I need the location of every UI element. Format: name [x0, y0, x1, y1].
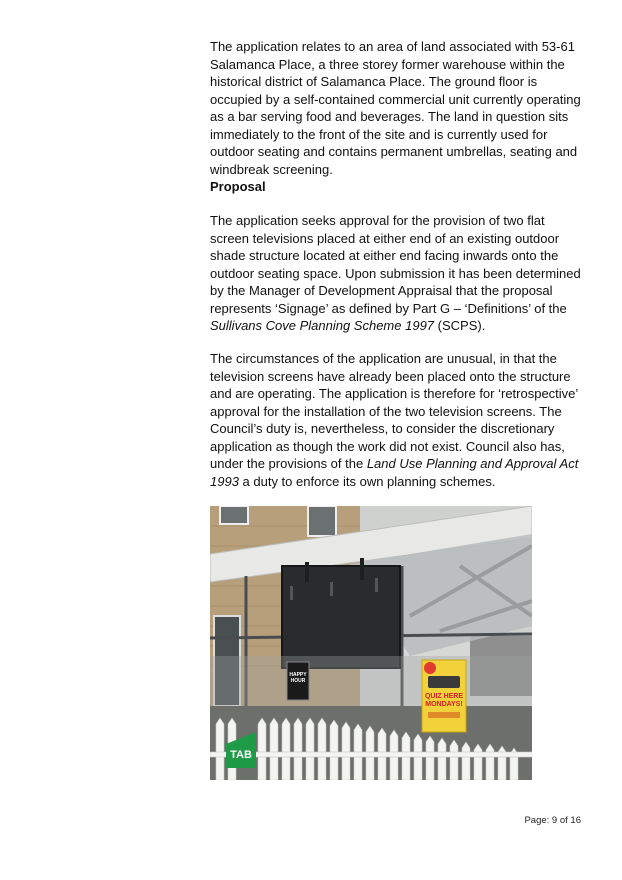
paragraph-circumstances-end: a duty to enforce its own planning schemes. [238, 473, 496, 489]
paragraph-circumstances-text: The circumstances of the application are unusual, in that the television screens have already been placed onto the structure and are operating. The application is therefore for ‘retrospective’ approval for the installation of the two television screens. The Council’s duty is, nevertheless, to consider the discretionary application as though the work did not exist. Council also has, under the provisions of the [210, 351, 578, 471]
page-number: Page: 9 of 16 [524, 815, 581, 826]
television-enclosure [282, 566, 400, 668]
photo-illustration [210, 506, 532, 780]
poster-left-line1: HAPPY [289, 672, 307, 678]
poster-right-line1: QUIZ HERE [424, 693, 464, 700]
window [308, 506, 336, 536]
tab-logo-text: TAB [230, 749, 252, 761]
heading-proposal: Proposal [210, 179, 266, 194]
act-title: Land Use Planning and Approval Act 1993 [210, 456, 579, 489]
paragraph-proposal [210, 212, 582, 335]
paragraph-circumstances [210, 350, 582, 490]
site-photo [210, 506, 532, 780]
poster-right-line2: MONDAYS! [425, 701, 463, 708]
paragraph-site-description: The application relates to an area of land associated with 53-61 Salamanca Place, a three storey former warehouse within the historical district of Salamanca Place. The ground floor is occupied by a self-contained commercial unit currently operating as a bar serving food and beverages. The land in question sits immediately to the front of the site and is currently used for outdoor seating and contains permanent umbrellas, seating and windbreak screening. [210, 39, 581, 177]
window [220, 506, 248, 524]
poster-left-line2: HOUR [290, 678, 306, 684]
scheme-title: Sullivans Cove Planning Scheme 1997 [210, 318, 435, 333]
paragraph-proposal-text: The application seeks approval for the provision of two flat screen televisions placed at either end of an existing outdoor shade structure located at either end facing inwards onto the outdoor seating space. Upon submission it has been determined by the Manager of Development Appraisal that the proposal represents ‘Signage’ as defined by Part G – ‘Definitions’ of the [210, 213, 581, 316]
paragraph-proposal-end: (SCPS). [434, 318, 486, 333]
